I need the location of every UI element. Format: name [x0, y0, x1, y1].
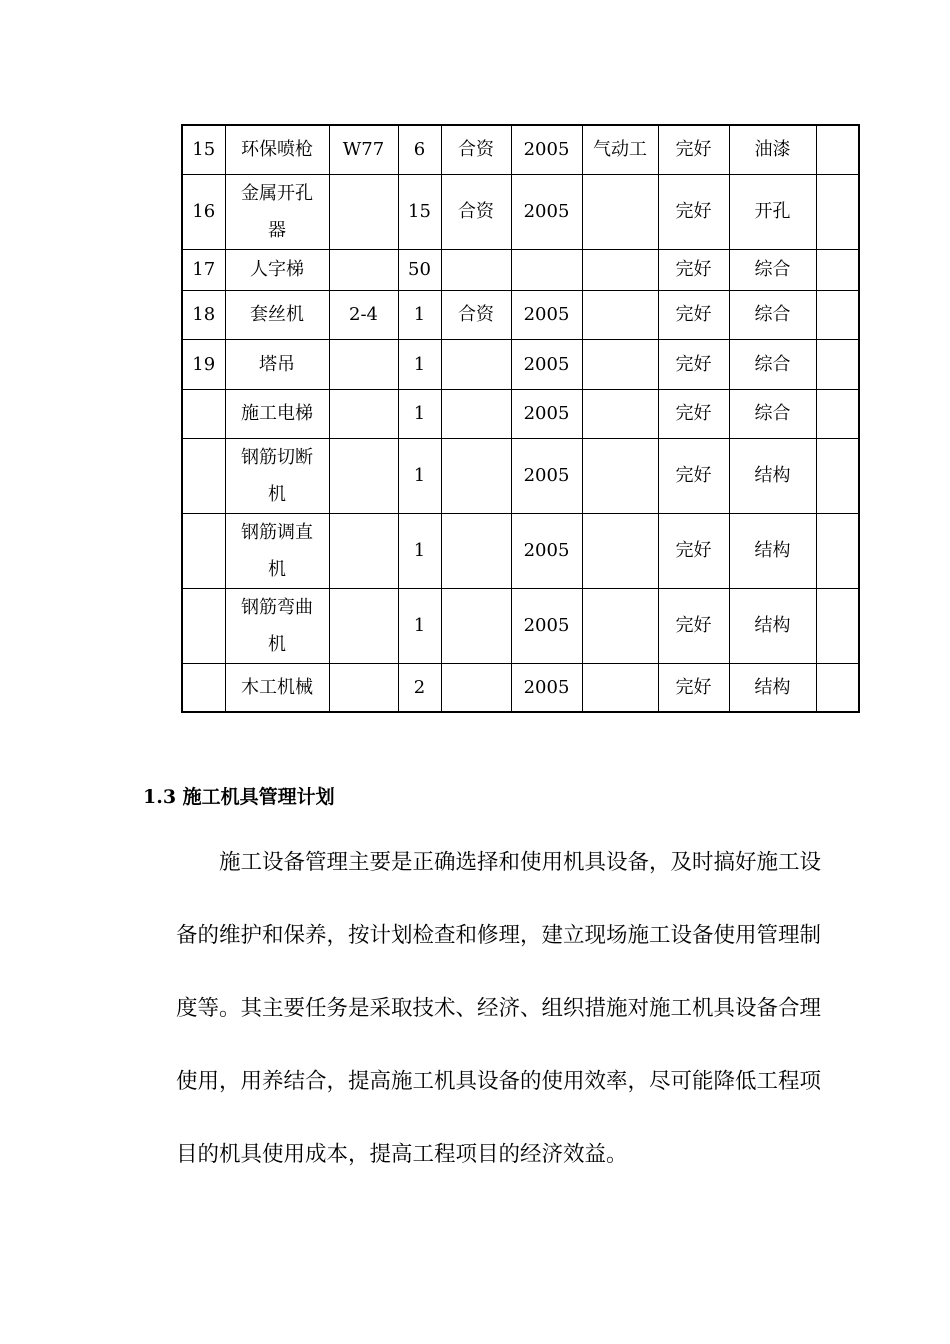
table-row — [182, 663, 859, 712]
cell-qty: 1 — [398, 339, 441, 389]
cell-name: 环保喷枪 — [225, 125, 329, 174]
cell-name: 人字梯 — [225, 249, 329, 290]
cell-model: 2-4 — [329, 290, 398, 339]
cell-year: 2005 — [511, 290, 582, 339]
cell-origin — [441, 339, 511, 389]
table-row — [182, 290, 859, 339]
cell-power — [582, 249, 658, 290]
cell-usage: 综合 — [729, 290, 816, 339]
cell-qty: 15 — [398, 174, 441, 249]
cell-year: 2005 — [511, 513, 582, 588]
table-row — [182, 438, 859, 513]
cell-remark — [816, 339, 859, 389]
cell-usage: 综合 — [729, 339, 816, 389]
cell-power — [582, 588, 658, 663]
cell-remark — [816, 174, 859, 249]
section-heading: 1.3 施工机具管理计划 — [143, 786, 335, 808]
cell-condition: 完好 — [658, 588, 729, 663]
cell-remark — [816, 249, 859, 290]
cell-qty: 1 — [398, 290, 441, 339]
cell-year: 2005 — [511, 125, 582, 174]
cell-power — [582, 438, 658, 513]
cell-model — [329, 249, 398, 290]
cell-condition: 完好 — [658, 663, 729, 712]
cell-no — [182, 389, 225, 438]
cell-condition: 完好 — [658, 174, 729, 249]
cell-year: 2005 — [511, 438, 582, 513]
cell-remark — [816, 389, 859, 438]
cell-no: 18 — [182, 290, 225, 339]
cell-no — [182, 438, 225, 513]
cell-name: 钢筋调直机 — [225, 513, 329, 588]
cell-usage: 油漆 — [729, 125, 816, 174]
cell-year — [511, 249, 582, 290]
cell-no: 15 — [182, 125, 225, 174]
cell-model — [329, 339, 398, 389]
cell-remark — [816, 663, 859, 712]
cell-name: 套丝机 — [225, 290, 329, 339]
table-row — [182, 125, 859, 174]
cell-remark — [816, 438, 859, 513]
cell-remark — [816, 290, 859, 339]
cell-name: 施工电梯 — [225, 389, 329, 438]
cell-qty: 50 — [398, 249, 441, 290]
cell-model: W77 — [329, 125, 398, 174]
cell-condition: 完好 — [658, 389, 729, 438]
cell-year: 2005 — [511, 588, 582, 663]
cell-model — [329, 438, 398, 513]
cell-origin — [441, 249, 511, 290]
cell-origin — [441, 513, 511, 588]
cell-origin: 合资 — [441, 125, 511, 174]
cell-usage: 结构 — [729, 513, 816, 588]
cell-qty: 1 — [398, 438, 441, 513]
cell-remark — [816, 125, 859, 174]
cell-condition: 完好 — [658, 339, 729, 389]
cell-origin — [441, 438, 511, 513]
table-row — [182, 588, 859, 663]
cell-qty: 1 — [398, 588, 441, 663]
cell-origin — [441, 588, 511, 663]
cell-usage: 结构 — [729, 663, 816, 712]
cell-no: 19 — [182, 339, 225, 389]
equipment-table — [181, 124, 860, 713]
cell-condition: 完好 — [658, 290, 729, 339]
cell-power — [582, 174, 658, 249]
table-row — [182, 339, 859, 389]
cell-year: 2005 — [511, 389, 582, 438]
cell-usage: 综合 — [729, 389, 816, 438]
cell-origin: 合资 — [441, 174, 511, 249]
cell-origin — [441, 389, 511, 438]
cell-condition: 完好 — [658, 249, 729, 290]
cell-no — [182, 588, 225, 663]
cell-model — [329, 588, 398, 663]
cell-name: 钢筋弯曲机 — [225, 588, 329, 663]
cell-condition: 完好 — [658, 438, 729, 513]
table-row — [182, 389, 859, 438]
cell-name: 塔吊 — [225, 339, 329, 389]
cell-remark — [816, 513, 859, 588]
cell-year: 2005 — [511, 174, 582, 249]
cell-power — [582, 663, 658, 712]
cell-name: 金属开孔器 — [225, 174, 329, 249]
cell-power — [582, 339, 658, 389]
cell-no: 16 — [182, 174, 225, 249]
cell-no — [182, 513, 225, 588]
cell-usage: 结构 — [729, 588, 816, 663]
cell-power — [582, 389, 658, 438]
cell-power — [582, 513, 658, 588]
cell-qty: 1 — [398, 513, 441, 588]
cell-usage: 开孔 — [729, 174, 816, 249]
table-row — [182, 249, 859, 290]
cell-name: 木工机械 — [225, 663, 329, 712]
cell-power — [582, 290, 658, 339]
cell-remark — [816, 588, 859, 663]
cell-name: 钢筋切断机 — [225, 438, 329, 513]
cell-model — [329, 663, 398, 712]
cell-year: 2005 — [511, 339, 582, 389]
cell-year: 2005 — [511, 663, 582, 712]
table-row — [182, 513, 859, 588]
cell-qty: 1 — [398, 389, 441, 438]
cell-no: 17 — [182, 249, 225, 290]
cell-model — [329, 174, 398, 249]
cell-condition: 完好 — [658, 513, 729, 588]
cell-model — [329, 513, 398, 588]
cell-qty: 6 — [398, 125, 441, 174]
cell-power: 气动工 — [582, 125, 658, 174]
cell-no — [182, 663, 225, 712]
cell-condition: 完好 — [658, 125, 729, 174]
cell-model — [329, 389, 398, 438]
cell-usage: 结构 — [729, 438, 816, 513]
body-paragraph: 施工设备管理主要是正确选择和使用机具设备，及时搞好施工设备的维护和保养，按计划检查和修理，建立现场施工设备使用管理制度等。其主要任务是采取技术、经济、组织措施对施工机具设备合理使用，用养结合，提高施工机具设备的使用效率，尽可能降低工程项目的机具使用成本，提高工程项目的经济效益。 — [176, 850, 822, 1167]
cell-origin — [441, 663, 511, 712]
cell-usage: 综合 — [729, 249, 816, 290]
cell-qty: 2 — [398, 663, 441, 712]
table-row — [182, 174, 859, 249]
cell-origin: 合资 — [441, 290, 511, 339]
